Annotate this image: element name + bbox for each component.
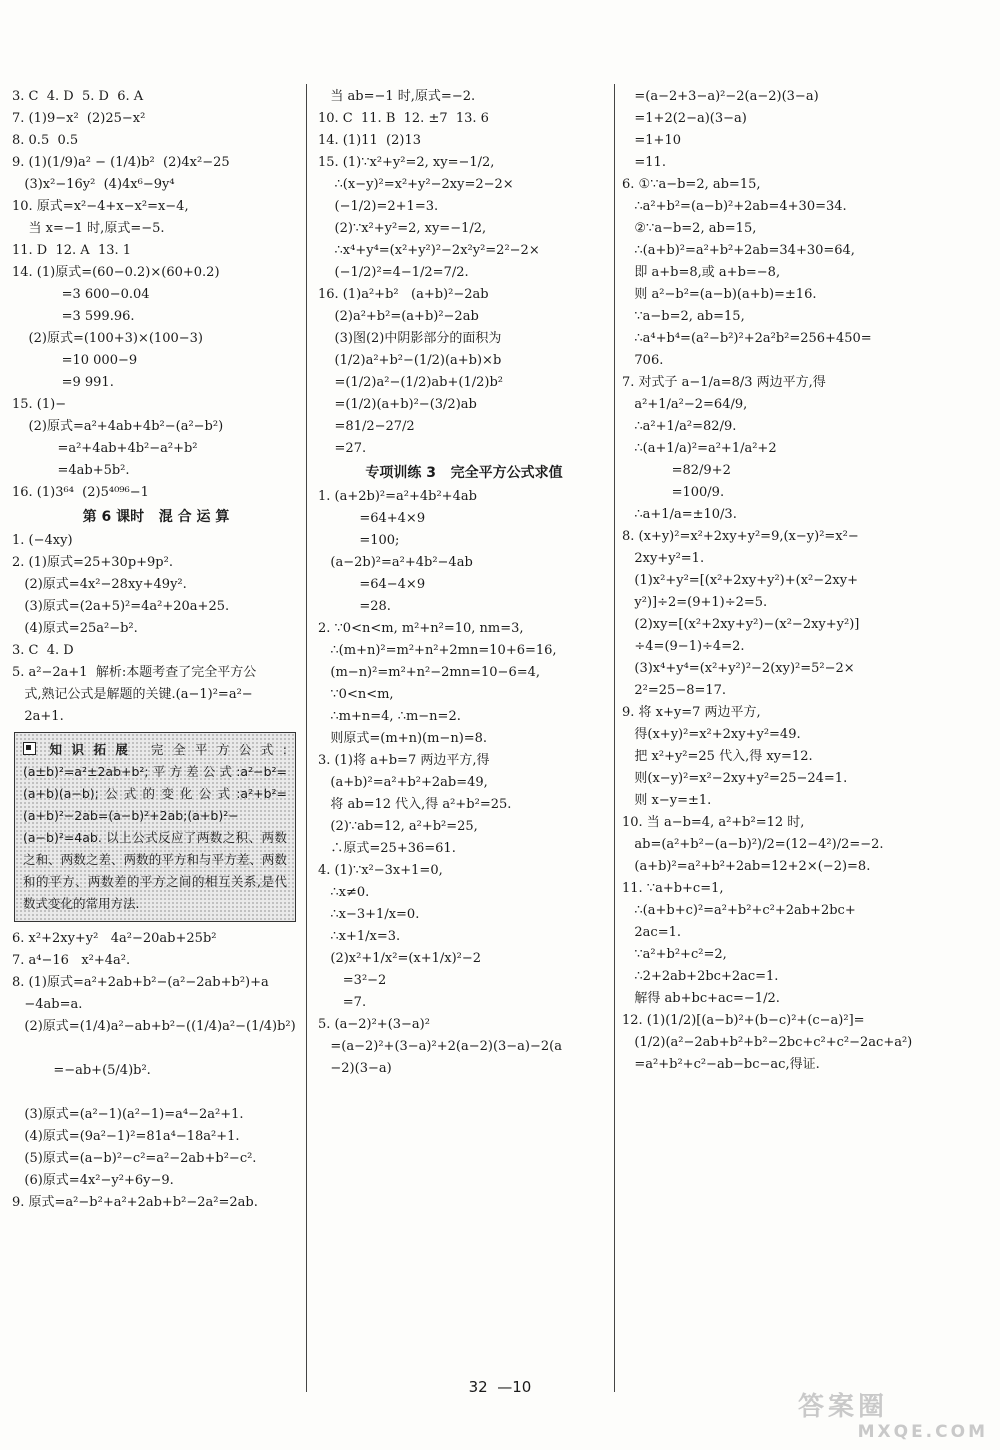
answer-line: 则 x−y=±1. xyxy=(622,793,712,808)
answer-line: (m−n)²=m²+n²−2mn=10−6=4, xyxy=(318,665,541,680)
column-1 xyxy=(12,86,300,1214)
answer-line: ∵a−b=2, ab=15, xyxy=(622,309,745,324)
answer-line: (1)x²+y²=[(x²+2xy+y²)+(x²−2xy+ xyxy=(622,573,858,588)
answer-line: 将 ab=12 代入,得 a²+b²=25. xyxy=(318,797,512,812)
answer-line: ∴(x−y)²=x²+y²−2xy=2−2× xyxy=(318,177,514,192)
answer-line: ∴(m+n)²=m²+n²+2mn=10+6=16, xyxy=(318,643,557,658)
answer-line: ∴x−3+1/x=0. xyxy=(318,907,420,922)
answer-line: ∵a²+b²+c²=2, xyxy=(622,947,727,962)
answer-line: =3 600−0.04 xyxy=(12,287,150,302)
answer-line: 2ac=1. xyxy=(622,925,681,940)
answer-line: 1. (−4xy) xyxy=(12,533,73,548)
answer-line: 8. (x+y)²=x²+2xy+y²=9,(x−y)²=x²− xyxy=(622,529,859,544)
answer-line: =(1/2)(a+b)²−(3/2)ab xyxy=(318,397,477,412)
answer-line: =1+10 xyxy=(622,133,681,148)
answer-line: =a²+4ab+4b²−a²+b² xyxy=(12,441,198,456)
answer-line: =(a−2+3−a)²−2(a−2)(3−a) xyxy=(622,89,819,104)
answer-line: 2xy+y²=1. xyxy=(622,551,705,566)
watermark-url: MXQE.COM xyxy=(857,1422,988,1442)
answer-line: (3)x⁴+y⁴=(x²+y²)²−2(xy)²=5²−2× xyxy=(622,661,855,676)
answer-line: =81/2−27/2 xyxy=(318,419,415,434)
answer-line: 16. (1)a²+b² (a+b)²−2ab xyxy=(318,287,489,302)
answer-line: (1/2)(a²−2ab+b²+b²−2bc+c²+c²−2ac+a²) xyxy=(622,1035,913,1050)
col2-answers-after-heading xyxy=(318,486,610,1080)
answer-line: ∴2+2ab+2bc+2ac=1. xyxy=(622,969,779,984)
answer-line xyxy=(12,1038,300,1060)
watermark-logo xyxy=(798,1392,988,1448)
col1-answers-before-heading xyxy=(12,86,300,504)
answer-line: 则 a²−b²=(a−b)(a+b)=±16. xyxy=(622,287,817,302)
answer-line: =27. xyxy=(318,441,367,456)
answer-line: 当 x=−1 时,原式=−5. xyxy=(12,221,165,236)
answer-line: 12. (1)(1/2)[(a−b)²+(b−c)²+(c−a)²]= xyxy=(622,1013,865,1028)
answer-line: =28. xyxy=(318,599,391,614)
answer-line: ∴(a+1/a)²=a²+1/a²+2 xyxy=(622,441,777,456)
answer-line: ∴x≠0. xyxy=(318,885,370,900)
answer-line: =9 991. xyxy=(12,375,114,390)
answer-line: (3)原式=(a²−1)(a²−1)=a⁴−2a²+1. xyxy=(12,1107,244,1122)
answer-line: 5. (a−2)²+(3−a)² xyxy=(318,1017,430,1032)
col1-answers-after-box xyxy=(12,928,300,1214)
answer-line: =100/9. xyxy=(622,485,725,500)
answer-line: =7. xyxy=(318,995,367,1010)
answer-line: =11. xyxy=(622,155,666,170)
answer-line: 式,熟记公式是解题的关键.(a−1)²=a²− xyxy=(12,687,253,702)
answer-line: 15. (1)∵x²+y²=2, xy=−1/2, xyxy=(318,155,495,170)
answer-line: (−1/2)=2+1=3. xyxy=(318,199,439,214)
answer-line: ∴a+1/a=±10/3. xyxy=(622,507,737,522)
answer-line: (1/2)a²+b²−(1/2)(a+b)×b xyxy=(318,353,502,368)
answer-line: =(1/2)a²−(1/2)ab+(1/2)b² xyxy=(318,375,503,390)
answer-line: (2)原式=4x²−28xy+49y². xyxy=(12,577,187,592)
answer-line: ∴m+n=4, ∴m−n=2. xyxy=(318,709,461,724)
answer-line: (−1/2)²=4−1/2=7/2. xyxy=(318,265,469,280)
answer-line: 706. xyxy=(622,353,664,368)
answer-line: (2)xy=[(x²+2xy+y²)−(x²−2xy+y²)] xyxy=(622,617,860,632)
answer-line: =4ab+5b². xyxy=(12,463,130,478)
answer-line: ②∵a−b=2, ab=15, xyxy=(622,221,757,236)
knowledge-title: 知识拓展 xyxy=(40,742,138,757)
col3-answers xyxy=(622,86,994,1076)
answer-line: 3. (1)将 a+b=7 两边平方,得 xyxy=(318,753,490,768)
section-heading-lesson-6: 第 6 课时 混 合 运 算 xyxy=(82,509,230,525)
column-3 xyxy=(622,86,994,1076)
answer-line: =3 599.96. xyxy=(12,309,135,324)
answer-line: −4ab=a. xyxy=(12,997,83,1012)
answer-line: =64−4×9 xyxy=(318,577,426,592)
answer-line: ∴原式=25+36=61. xyxy=(318,841,456,856)
answer-line: 6. ①∵a−b=2, ab=15, xyxy=(622,177,761,192)
answer-line: 得(x+y)²=x²+2xy+y²=49. xyxy=(622,727,801,742)
answer-line: =100; xyxy=(318,533,400,548)
answer-line: =1+2(2−a)(3−a) xyxy=(622,111,747,126)
answer-line: (2)a²+b²=(a+b)²−2ab xyxy=(318,309,479,324)
knowledge-icon xyxy=(23,742,36,755)
answer-line: 即 a+b=8,或 a+b=−8, xyxy=(622,265,781,280)
answer-line: a²+1/a²−2=64/9, xyxy=(622,397,748,412)
col1-answers-after-heading xyxy=(12,530,300,728)
answer-line: =3²−2 xyxy=(318,973,387,988)
answer-line: (a−2b)²=a²+4b²−4ab xyxy=(318,555,473,570)
answer-line: ∴a²+1/a²=82/9. xyxy=(622,419,737,434)
knowledge-extension-box xyxy=(14,732,296,922)
answer-line: ab=(a²+b²−(a−b)²)/2=(12−4²)/2=−2. xyxy=(622,837,884,852)
answer-line: 16. (1)3⁶⁴ (2)5⁴⁰⁹⁶−1 xyxy=(12,485,149,500)
answer-line: 2a+1. xyxy=(12,709,64,724)
answer-line: ∵0<n<m, xyxy=(318,687,394,702)
answer-line: (2)原式=(1/4)a²−ab+b²−((1/4)a²−(1/4)b²) xyxy=(12,1019,296,1034)
answer-line: 3. C 4. D xyxy=(12,643,74,658)
answer-line: 2. (1)原式=25+30p+9p². xyxy=(12,555,173,570)
answer-line: 则原式=(m+n)(m−n)=8. xyxy=(318,731,488,746)
answer-line: =−ab+(5/4)b². xyxy=(12,1063,151,1078)
answer-line: (2)原式=(100+3)×(100−3) xyxy=(12,331,203,346)
answer-line: =82/9+2 xyxy=(622,463,731,478)
answer-line: (4)原式=(9a²−1)²=81a⁴−18a²+1. xyxy=(12,1129,240,1144)
answer-line: (2)∵x²+y²=2, xy=−1/2, xyxy=(318,221,487,236)
column-divider-right xyxy=(614,84,615,1392)
answer-line: 9. (1)(1/9)a² − (1/4)b² (2)4x²−25 xyxy=(12,155,230,170)
answer-line: 11. D 12. A 13. 1 xyxy=(12,243,132,258)
answer-line: =10 000−9 xyxy=(12,353,138,368)
answer-line: y²)]÷2=(9+1)÷2=5. xyxy=(622,595,768,610)
answer-line: 2. ∵0<n<m, m²+n²=10, nm=3, xyxy=(318,621,524,636)
answer-line: 7. (1)9−x² (2)25−x² xyxy=(12,111,146,126)
answer-line: (a+b)²=a²+b²+2ab=49, xyxy=(318,775,488,790)
page-number: 32 —10 xyxy=(468,1378,532,1396)
watermark-text: 答案圈 xyxy=(798,1392,889,1422)
answer-line: (3)图(2)中阴影部分的面积为 xyxy=(318,331,502,346)
answer-line: =64+4×9 xyxy=(318,511,426,526)
answer-line: 9. 将 x+y=7 两边平方, xyxy=(622,705,761,720)
answer-line: 解得 ab+bc+ac=−1/2. xyxy=(622,991,780,1006)
answer-line xyxy=(12,1082,300,1104)
answer-line: (6)原式=4x²−y²+6y−9. xyxy=(12,1173,174,1188)
answer-line: 11. ∵a+b+c=1, xyxy=(622,881,724,896)
answer-line: 15. (1)− xyxy=(12,397,67,412)
answer-line: (3)x²−16y² (4)4x⁶−9y⁴ xyxy=(12,177,175,192)
answer-line: 10. 当 a−b=4, a²+b²=12 时, xyxy=(622,815,805,830)
answer-line: (5)原式=(a−b)²−c²=a²−2ab+b²−c². xyxy=(12,1151,257,1166)
knowledge-text: 完全平方公式:(a±b)²=a²±2ab+b²;平方差公式:a²−b²=(a+b)(a−b);公式的变化公式:a²+b²=(a+b)²−2ab=(a−b)²+2ab;(a+b)²−(a−b)²=4ab. 以上公式反应了两数之积、两数之和、两数之差、两数的平方和与平方差、两数和的平方、两数差的平方之间的相互关系,是代数式变化的常用方法. xyxy=(23,742,287,911)
answer-line: −2)(3−a) xyxy=(318,1061,392,1076)
answer-line: =a²+b²+c²−ab−bc−ac,得证. xyxy=(622,1057,820,1072)
answer-line: 8. 0.5 0.5 xyxy=(12,133,79,148)
answer-line: 则(x−y)²=x²−2xy+y²=25−24=1. xyxy=(622,771,848,786)
answer-line: 14. (1)原式=(60−0.2)×(60+0.2) xyxy=(12,265,220,280)
answer-line: 2²=25−8=17. xyxy=(622,683,727,698)
answer-line: ∴(a+b)²=a²+b²+2ab=34+30=64, xyxy=(622,243,855,258)
answer-line: ∴x⁴+y⁴=(x²+y²)²−2x²y²=2²−2× xyxy=(318,243,540,258)
col2-answers-before-heading xyxy=(318,86,610,460)
answer-line: (3)原式=(2a+5)²=4a²+20a+25. xyxy=(12,599,230,614)
answer-line: 3. C 4. D 5. D 6. A xyxy=(12,89,144,104)
answer-line: 7. 对式子 a−1/a=8/3 两边平方,得 xyxy=(622,375,826,390)
answer-line: ∴a²+b²=(a−b)²+2ab=4+30=34. xyxy=(622,199,847,214)
answer-line: =(a−2)²+(3−a)²+2(a−2)(3−a)−2(a xyxy=(318,1039,562,1054)
answer-line: 14. (1)11 (2)13 xyxy=(318,133,421,148)
section-heading-special-training-3: 专项训练 3 完全平方公式求值 xyxy=(365,465,563,481)
answer-line: (2)x²+1/x²=(x+1/x)²−2 xyxy=(318,951,482,966)
column-2 xyxy=(318,86,610,1080)
answer-line: 4. (1)∵x²−3x+1=0, xyxy=(318,863,443,878)
answer-line: 1. (a+2b)²=a²+4b²+4ab xyxy=(318,489,477,504)
answer-line: ∴a⁴+b⁴=(a²−b²)²+2a²b²=256+450= xyxy=(622,331,872,346)
answer-line: 把 x²+y²=25 代入,得 xy=12. xyxy=(622,749,813,764)
answer-line: 7. a⁴−16 x²+4a². xyxy=(12,953,131,968)
answer-line: 9. 原式=a²−b²+a²+2ab+b²−2a²=2ab. xyxy=(12,1195,258,1210)
answer-line: 10. 原式=x²−4+x−x²=x−4, xyxy=(12,199,189,214)
answer-line: (2)∵ab=12, a²+b²=25, xyxy=(318,819,478,834)
answer-line: 8. (1)原式=a²+2ab+b²−(a²−2ab+b²)+a xyxy=(12,975,269,990)
answer-line: (2)原式=a²+4ab+4b²−(a²−b²) xyxy=(12,419,224,434)
answer-line: 6. x²+2xy+y² 4a²−20ab+25b² xyxy=(12,931,217,946)
answer-line: ∴(a+b+c)²=a²+b²+c²+2ab+2bc+ xyxy=(622,903,856,918)
answer-line: ∴x+1/x=3. xyxy=(318,929,401,944)
answer-line: (4)原式=25a²−b². xyxy=(12,621,138,636)
answer-line: (a+b)²=a²+b²+2ab=12+2×(−2)=8. xyxy=(622,859,871,874)
column-divider-left xyxy=(306,84,307,1392)
answer-line: 当 ab=−1 时,原式=−2. xyxy=(318,89,476,104)
answer-line: ÷4=(9−1)÷4=2. xyxy=(622,639,745,654)
answer-line: 10. C 11. B 12. ±7 13. 6 xyxy=(318,111,489,126)
answer-line: 5. a²−2a+1 解析:本题考查了完全平方公 xyxy=(12,665,257,680)
